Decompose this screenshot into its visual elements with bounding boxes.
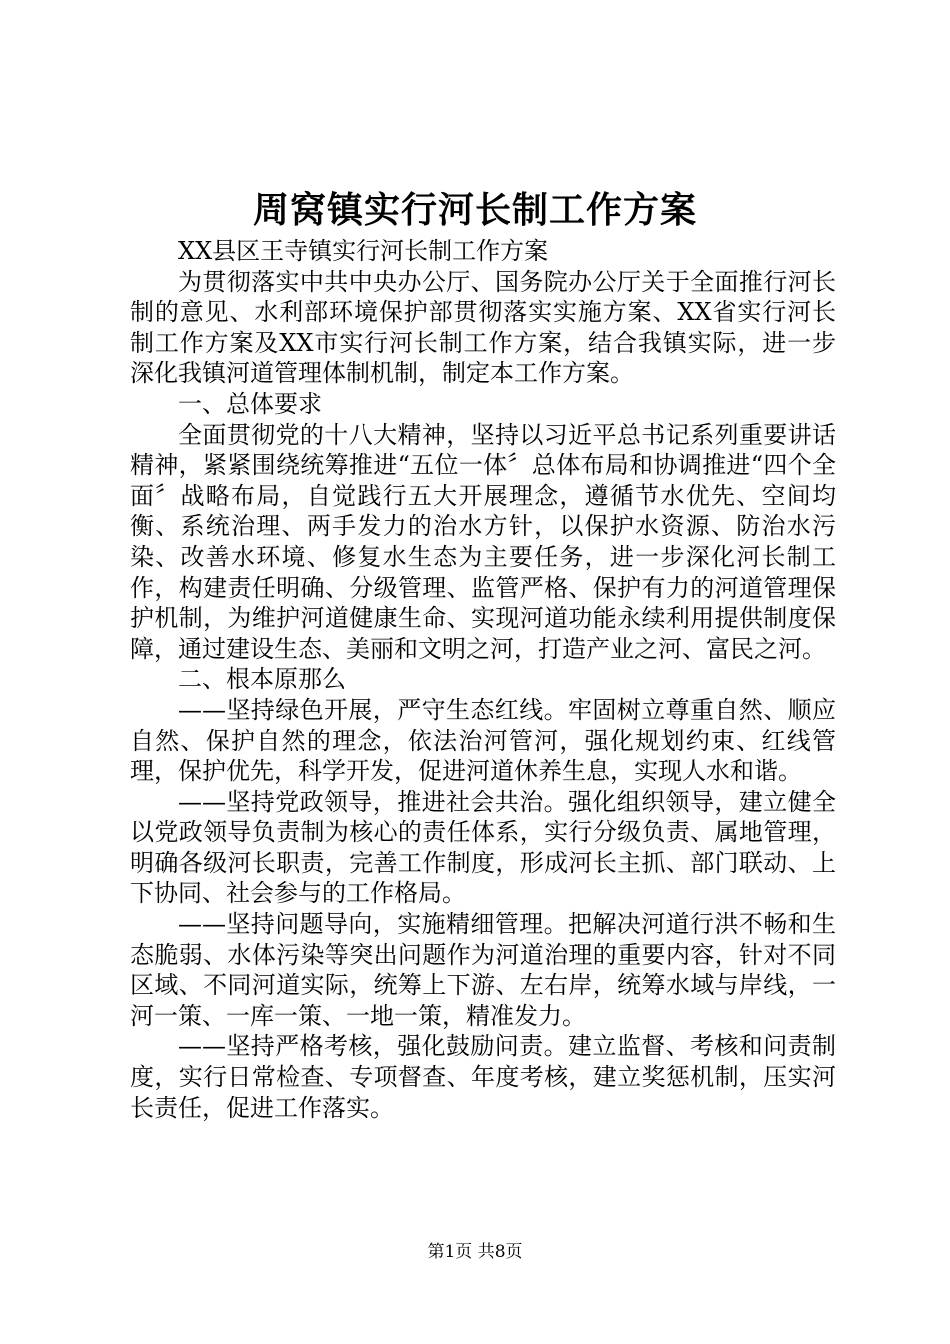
- principle-paragraph-leadership: ——坚持党政领导，推进社会共治。强化组织领导，建立健全以党政领导负责制为核心的责任体系，实行分级负责、属地管理，明确各级河长职责，完善工作制度，形成河长主抓、部门联动、上下协同、社会参与的工作格局。: [130, 787, 836, 908]
- intro-paragraph: 为贯彻落实中共中央办公厅、国务院办公厅关于全面推行河长制的意见、水利部环境保护部贯彻落实实施方案、XX省实行河长制工作方案及XX市实行河长制工作方案，结合我镇实际，进一步深化我镇河道管理体制机制，制定本工作方案。: [130, 267, 836, 388]
- subtitle-paragraph: XX县区王寺镇实行河长制工作方案: [178, 237, 549, 265]
- document-title: 周窝镇实行河长制工作方案: [252, 189, 697, 231]
- principle-paragraph-problem-oriented: ——坚持问题导向，实施精细管理。把解决河道行洪不畅和生态脆弱、水体污染等突出问题作为河道治理的重要内容，针对不同区域、不同河道实际，统筹上下游、左右岸，统筹水域与岸线，一河一策、一库一策、一地一策，精准发力。: [130, 910, 836, 1030]
- document-body: [130, 236, 836, 1123]
- section-heading-general-requirements: 一、总体要求: [178, 389, 322, 418]
- page-footer: [0, 1240, 950, 1264]
- general-requirements-paragraph: 全面贯彻党的十八大精神，坚持以习近平总书记系列重要讲话精神，紧紧围绕统筹推进“五位一体〞总体布局和协调推进“四个全面〞战略布局，自觉践行五大开展理念，遵循节水优先、空间均衡、系统治理、两手发力的治水方针，以保护水资源、防治水污染、改善水环境、修复水生态为主要任务，进一步深化河长制工作，构建责任明确、分级管理、监管严格、保护有力的河道管理保护机制，为维护河道健康生命、实现河道功能永续利用提供制度保障，通过建设生态、美丽和文明之河，打造产业之河、富民之河。: [130, 420, 836, 663]
- principle-paragraph-green: ——坚持绿色开展，严守生态红线。牢固树立尊重自然、顺应自然、保护自然的理念，依法治河管河，强化规划约束、红线管理，保护优先，科学开发，促进河道休养生息，实现人水和谐。: [130, 695, 836, 786]
- page-number: 第1页: [427, 1242, 473, 1262]
- page-total: 共8页: [477, 1242, 523, 1262]
- section-heading-basic-principles: 二、根本原那么: [178, 665, 346, 694]
- principle-paragraph-assessment: ——坚持严格考核，强化鼓励问责。建立监督、考核和问责制度，实行日常检查、专项督查、年度考核，建立奖惩机制，压实河长责任，促进工作落实。: [130, 1032, 836, 1122]
